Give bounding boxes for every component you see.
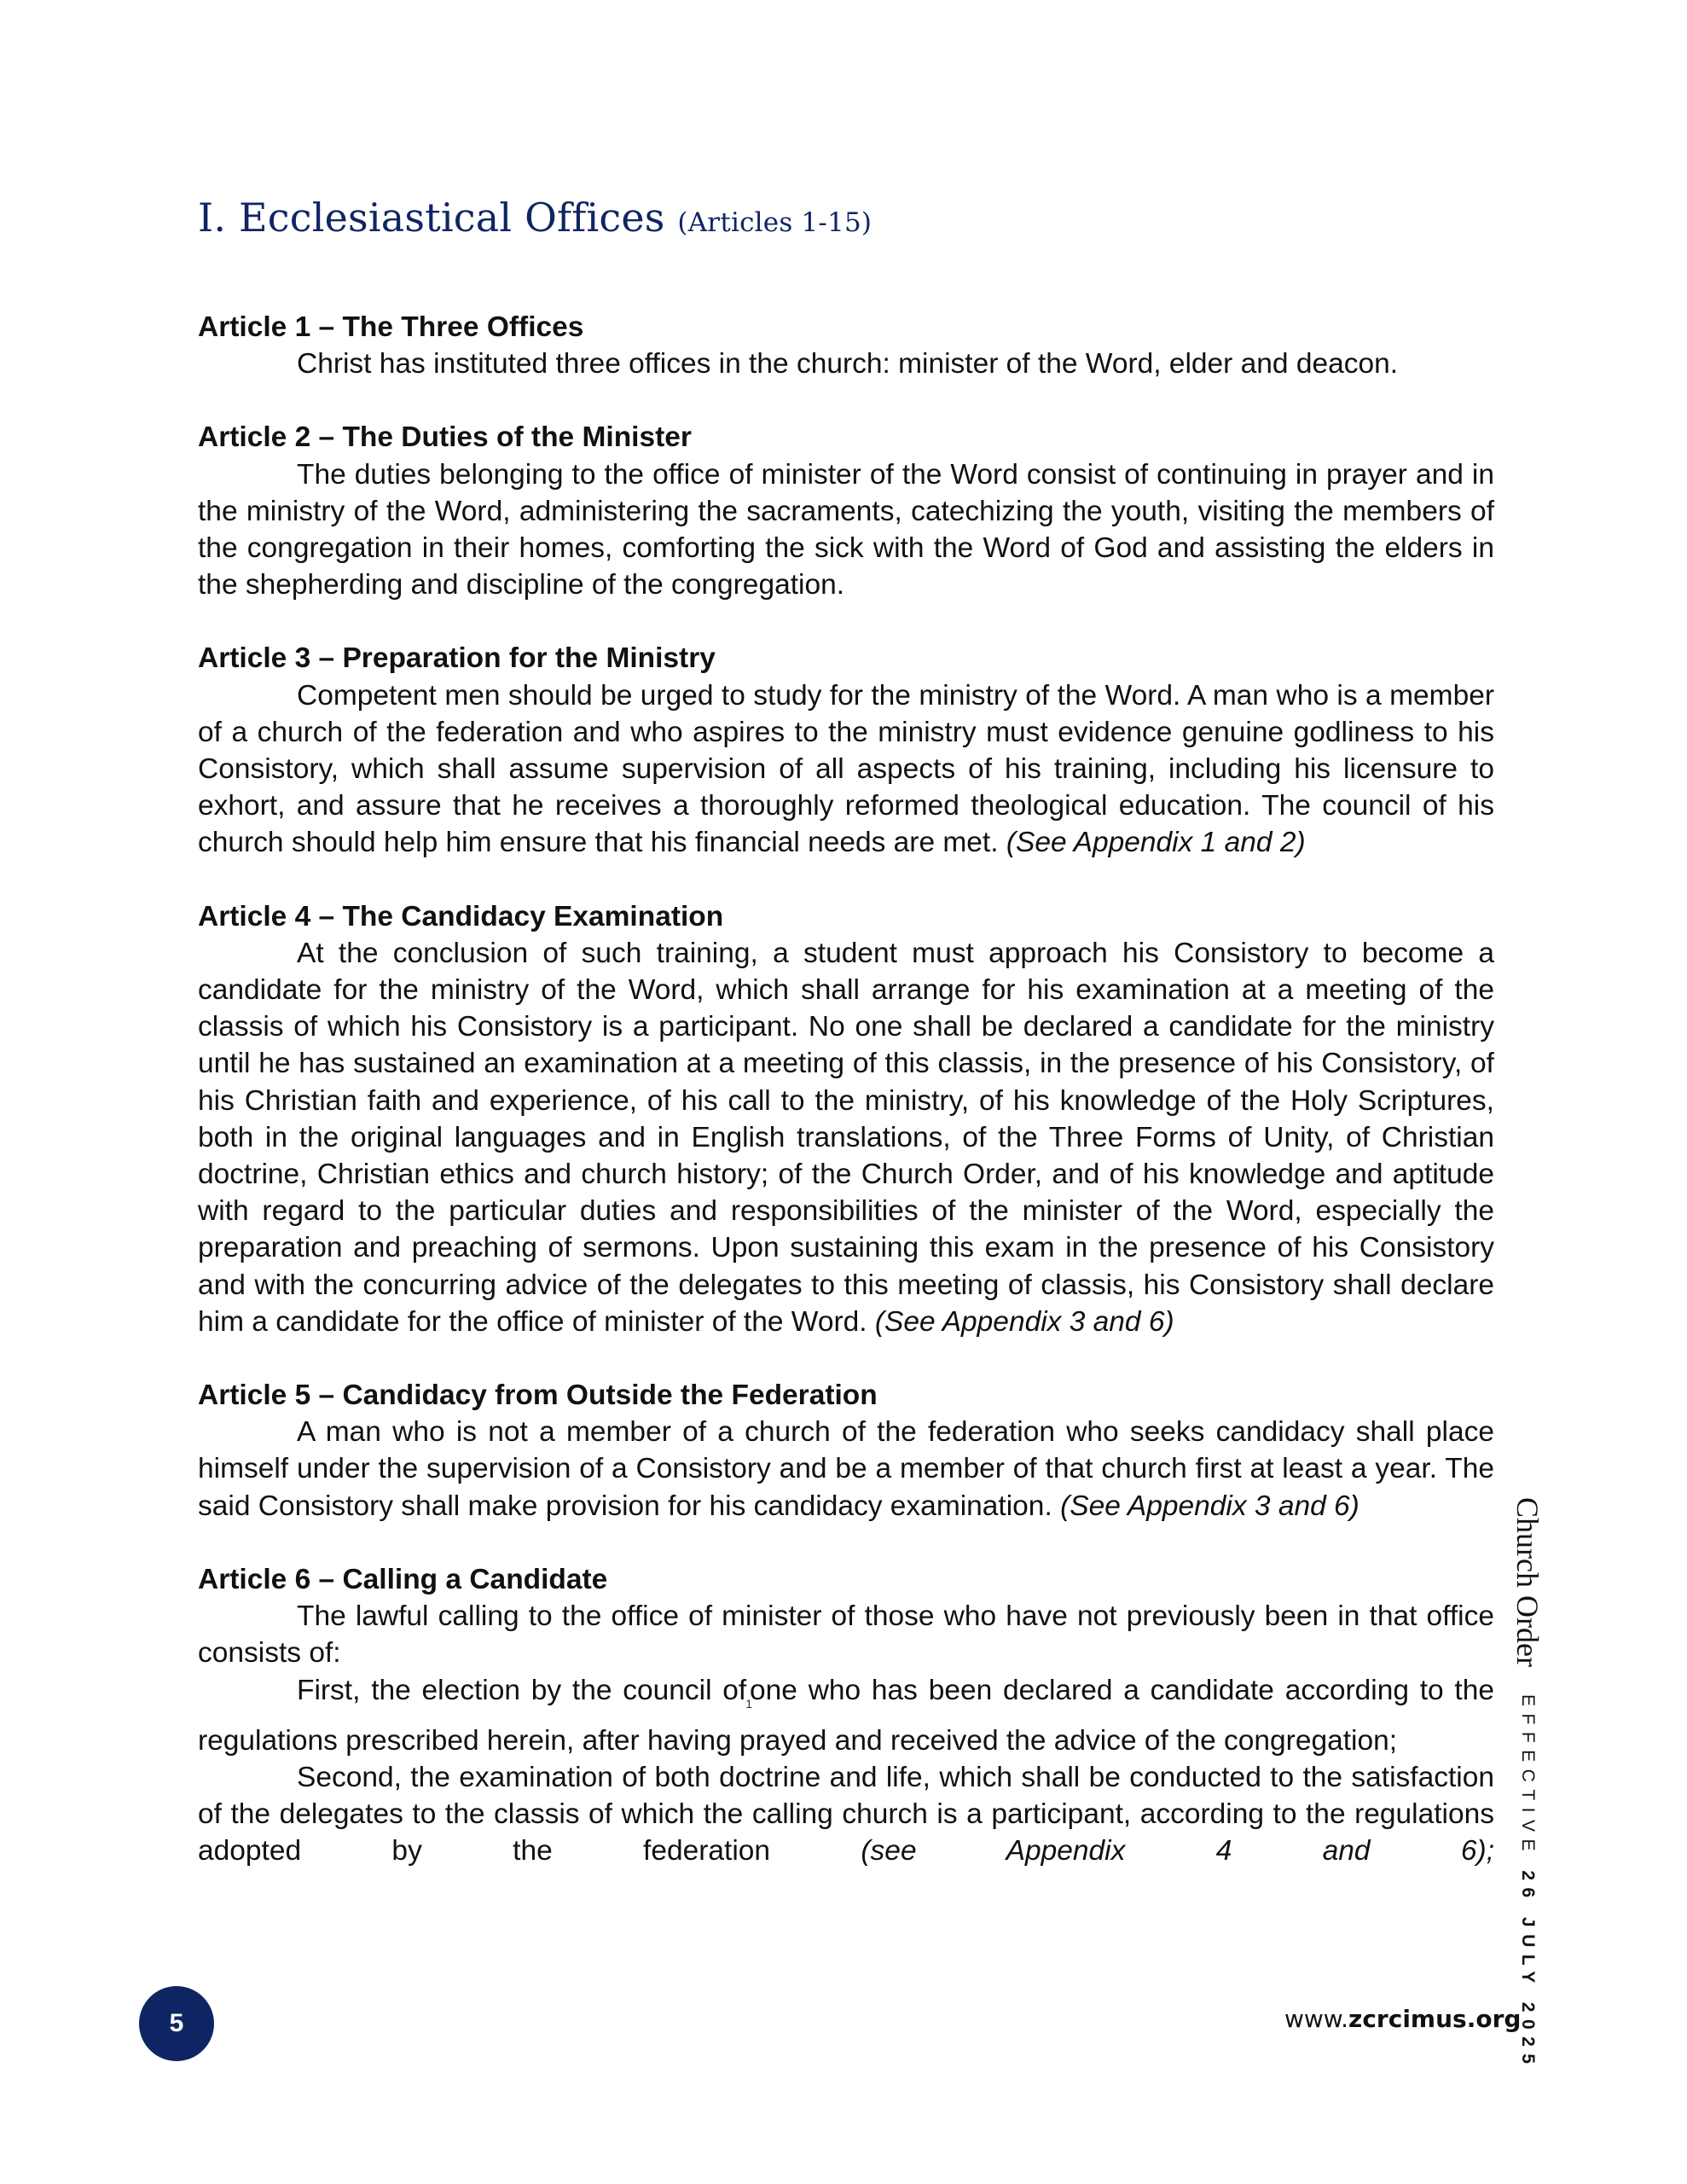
paragraph-text: A man who is not a member of a church of the federation who seeks candidacy shall place himself under the supervision of a Consistory and be a member of that church first at least a year. The said Consistory shall make provision for his candidacy examination.	[198, 1416, 1494, 1522]
article-paragraph	[198, 456, 1494, 604]
effective-date: 26 JULY 2025	[1518, 1870, 1538, 2071]
article-paragraph	[198, 1598, 1494, 1671]
side-running-header	[1510, 1497, 1545, 2071]
paragraph-text: First, the election by the council of	[297, 1674, 747, 1706]
paragraph-text: Competent men should be urged to study for the ministry of the Word. A man who is a member of a church of the federation and who aspires to the ministry must evidence genuine godliness to his Consistory, which shall assume supervision of all aspects of his training, including his licensure to exhort, and assure that he receives a thoroughly reformed theological education. The council of his church should help him ensure that his financial needs are met.	[198, 679, 1494, 859]
article-6	[198, 1561, 1494, 1870]
article-4	[198, 898, 1494, 1340]
article-heading: Article 5 – Candidacy from Outside the Federation	[198, 1380, 878, 1412]
appendix-reference: (See Appendix 3 and 6)	[874, 1305, 1174, 1338]
page-number-badge	[139, 1986, 214, 2061]
article-heading: Article 6 – Calling a Candidate	[198, 1563, 608, 1595]
appendix-reference: (See Appendix 3 and 6)	[1060, 1490, 1359, 1522]
article-paragraph	[198, 1414, 1494, 1525]
appendix-reference: (See Appendix 1 and 2)	[1006, 827, 1306, 859]
articles-body	[198, 309, 1494, 1907]
article-heading: Article 1 – The Three Offices	[198, 311, 584, 343]
paragraph-text: At the conclusion of such training, a student must approach his Consistory to become a candidate for the ministry of the Word, which shall arrange for his examination at a meeting of the classis of which his Consistory is a participant. No one shall be declared a candidate for the ministry until he has sustained an examination at a meeting of this classis, in the presence of his Consistory, of his Christian faith and experience, of his call to the ministry, of his knowledge of the Holy Scriptures, both in the original languages and in English translations, of the Three Forms of Unity, of Christian doctrine, Christian ethics and church history; of the Church Order, and of his knowledge and aptitude with regard to the particular duties and responsibilities of the minister of the Word, especially the preparation and preaching of sermons. Upon sustaining this exam in the presence of his Consistory and with the concurring advice of the delegates to this meeting of classis, his Consistory shall declare him a candidate for the office of minister of the Word.	[198, 937, 1494, 1338]
article-1	[198, 309, 1494, 382]
paragraph-text: Second, the examination of both doctrine and life, which shall be conducted to the satisfaction of the delegates to the classis of which the calling church is a participant, according to the regulations adopted by the federation	[198, 1761, 1494, 1867]
article-paragraph	[198, 935, 1494, 1340]
section-title-text: I. Ecclesiastical Offices	[198, 195, 665, 241]
paragraph-text: The duties belonging to the office of minister of the Word consist of continuing in prayer and in the ministry of the Word, administering the sacraments, catechizing the youth, visiting the members of the congregation in their homes, comforting the sick with the Word of God and assisting the elders in the shepherding and discipline of the congregation.	[198, 458, 1494, 601]
website-link[interactable]	[1284, 2005, 1521, 2033]
article-5	[198, 1377, 1494, 1525]
appendix-reference: (see Appendix 4 and 6);	[861, 1835, 1494, 1867]
article-paragraph	[198, 346, 1494, 382]
article-paragraph	[198, 1759, 1494, 1870]
article-3	[198, 640, 1494, 861]
page-number: 5	[169, 2009, 184, 2037]
article-paragraph	[198, 1672, 1494, 1759]
section-subtitle: (Articles 1-15)	[677, 207, 872, 238]
paragraph-text: Christ has instituted three offices in the church: minister of the Word, elder and deacon.	[297, 348, 1399, 380]
footnote-marker[interactable]: 1	[745, 1696, 753, 1711]
section-title	[198, 195, 872, 241]
article-heading: Article 4 – The Candidacy Examination	[198, 900, 724, 932]
paragraph-text: one who has been declared a candidate according to the regulations prescribed herein, after having prayed and received the advice of the congregation;	[198, 1674, 1494, 1757]
article-heading: Article 3 – Preparation for the Ministry	[198, 642, 716, 675]
article-heading: Article 2 – The Duties of the Minister	[198, 421, 692, 454]
article-paragraph	[198, 677, 1494, 862]
document-title: Church Order	[1510, 1497, 1545, 1667]
effective-label: EFFECTIVE	[1518, 1693, 1538, 1858]
article-2	[198, 419, 1494, 603]
paragraph-text: The lawful calling to the office of minister of those who have not previously been in that office consists of:	[198, 1600, 1494, 1670]
url-prefix: www.	[1284, 2005, 1349, 2033]
url-domain: zcrcimus.org	[1348, 2005, 1522, 2033]
